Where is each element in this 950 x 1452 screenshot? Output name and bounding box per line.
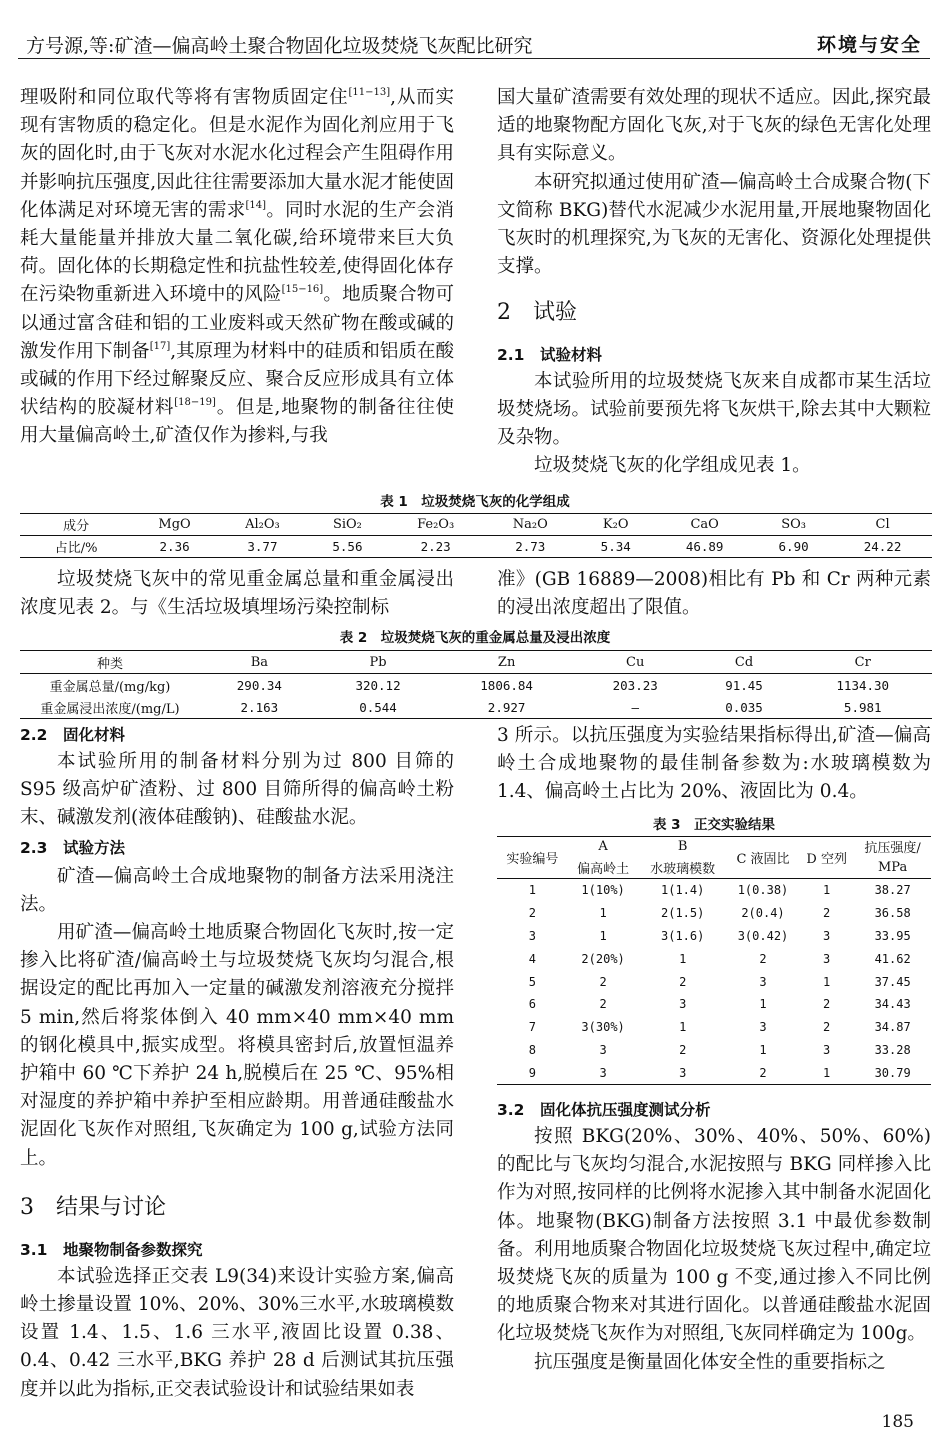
table-row	[497, 925, 931, 948]
table-row	[497, 970, 931, 993]
citation: [14]	[245, 199, 267, 211]
table-chemical-composition	[20, 513, 932, 558]
table-caption: 表 3 正交实验结果	[652, 817, 776, 833]
paragraph: 准》(GB 16889—2008)相比有 Pb 和 Cr 两种元素的浸出浓度超出了限值。	[497, 569, 931, 619]
table-row	[497, 1039, 931, 1062]
right-column-bottom	[497, 722, 931, 807]
table-cell: 2	[823, 997, 831, 1012]
table-cell: 34.87	[874, 1020, 911, 1035]
paragraph: 抗压强度是衡量固化体安全性的重要指标之	[534, 1351, 886, 1373]
table-row	[497, 1061, 931, 1084]
table-cell: 0.544	[319, 696, 438, 719]
table-cell: 5.56	[308, 536, 387, 558]
table-cell: 1(0.38)	[727, 879, 799, 902]
table-header-cell: 成分	[20, 514, 132, 536]
paragraph: 国大量矿渣需要有效处理的现状不适应。因此,探究最适的地聚物配方固化飞灰,对于飞灰的绿色无害化处理具有实际意义。	[497, 87, 931, 165]
table-header-cell: B	[638, 837, 726, 857]
table-cell: 1	[497, 879, 568, 902]
table-header-cell: Cd	[695, 651, 794, 674]
table-row	[497, 902, 931, 925]
table-header-cell: A	[568, 837, 639, 857]
paragraph: 3 所示。以抗压强度为实验结果指标得出,矿渣—偏高岭土合成地聚物的最佳制备参数为:水玻璃模数为 1.4、偏高岭土占比为 20%、液固比为 0.4。	[497, 725, 931, 803]
table-cell: 1	[679, 951, 687, 966]
table-cell: 1	[759, 997, 767, 1012]
subsection-heading: 3.1 地聚物制备参数探究	[20, 1240, 203, 1259]
paragraph: 本试验所用的制备材料分别为过 800 目筛的 S95 级高炉矿渣粉、过 800 目筛所得的偏高岭土粉末、碱激发剂(液体硅酸钠)、硅酸盐水泥。	[20, 751, 454, 829]
table-cell: 34.43	[874, 997, 911, 1012]
table-cell: 3	[528, 928, 536, 943]
section-heading: 3 结果与讨论	[20, 1194, 166, 1220]
table-cell: 3	[759, 1020, 767, 1035]
table-cell: 3	[823, 951, 831, 966]
table-cell: 2.73	[484, 536, 576, 558]
table-cell: 3	[568, 1061, 639, 1084]
table-cell: 5.34	[576, 536, 655, 558]
table-cell: 2	[823, 906, 831, 921]
table-cell: 3	[759, 974, 767, 989]
table-cell: 2	[599, 974, 607, 989]
journal-name: 环境与安全	[816, 34, 922, 56]
table-cell: 2	[528, 906, 536, 921]
table-row	[497, 947, 931, 970]
paragraph: 本试验所用的垃圾焚烧飞灰来自成都市某生活垃圾焚烧场。试验前要预先将飞灰烘干,除去其中大颗粒及杂物。	[497, 370, 931, 449]
table-cell: 2	[727, 1061, 799, 1084]
paragraph: 本研究拟通过使用矿渣—偏高岭土合成聚合物(下文简称 BKG)替代水泥减少水泥用量,开展地聚物固化飞灰时的机理探究,为飞灰的无害化、资源化处理提供支撑。	[497, 171, 931, 278]
table-cell: 46.89	[655, 536, 754, 558]
table-cell: 2(1.5)	[661, 906, 705, 921]
table-cell: 2	[823, 1020, 831, 1035]
table-header-cell: Cl	[833, 514, 932, 536]
table-cell: 290.34	[200, 674, 319, 697]
table-cell: 2(20%)	[581, 951, 625, 966]
table-cell: 2.163	[200, 696, 319, 719]
table-header-cell: MgO	[132, 514, 217, 536]
table-cell: 1(1.4)	[638, 879, 726, 902]
table-cell: 1	[759, 1042, 767, 1057]
table-cell: 5	[528, 974, 536, 989]
table-cell: 3	[823, 928, 831, 943]
table-cell: 8	[528, 1042, 536, 1057]
paragraph: 垃圾焚烧飞灰的化学组成见表 1。	[534, 455, 811, 477]
table-cell: 1	[599, 928, 607, 943]
table-cell: 2.927	[437, 696, 575, 719]
table-row	[497, 993, 931, 1016]
section-heading: 2 试验	[497, 300, 577, 326]
table-header-cell: CaO	[655, 514, 754, 536]
paragraph: 矿渣—偏高岭土合成地聚物的制备方法采用浇注法。	[20, 865, 454, 915]
table-cell: 3(30%)	[581, 1020, 625, 1035]
table-header-cell: 种类	[20, 651, 200, 674]
subsection-heading: 2.2 固化材料	[20, 726, 125, 744]
table-row	[497, 1016, 931, 1039]
paragraph: 理吸附和同位取代等将有害物质固定住[11−13],从而实现有害物质的稳定化。但是水泥作为固化剂应用于飞灰的固化时,由于飞灰对水泥水化过程会产生阻碍作用并影响抗压强度,因此往往需要添加大量水泥才能使固化体满足对环境无害的需求[14]。同时水泥的生产会消耗大量能量并排放大量二氧化碳,给环境带来巨大负荷。固化体的长期稳定性和抗盐性较差,使得固化体存在污染物重新进入环境中的风险[15−16]。地质聚合物可以通过富含硅和铝的工业废料或天然矿物在酸或碱的激发作用下制备[17],其原理为材料中的硅质和铝质在酸或碱的作用下经过解聚反应、聚合反应形成具有立体状结构的胶凝材料[18−19]。但是,地聚物的制备往往使用大量偏高岭土,矿渣仅作为掺料,与我	[20, 87, 454, 447]
table-header-cell: 偏高岭土	[577, 861, 630, 877]
right-column-top	[497, 84, 931, 480]
citation: [18−19]	[174, 397, 216, 409]
table-cell: 6	[528, 997, 536, 1012]
table-cell: 1	[823, 974, 831, 989]
table-cell: 2	[599, 997, 607, 1012]
table-cell: 2(0.4)	[741, 906, 785, 921]
subsection-heading: 2.3 试验方法	[20, 838, 125, 857]
table-cell: 203.23	[576, 674, 695, 697]
running-header	[18, 28, 930, 59]
table-header-cell: Fe₂O₃	[387, 514, 484, 536]
table-heavy-metals	[20, 650, 932, 719]
left-column-bottom	[20, 722, 454, 1404]
table-cell: 2.36	[132, 536, 217, 558]
table-cell: 3	[599, 1042, 607, 1057]
table-cell: 重金属浸出浓度/(mg/L)	[20, 696, 200, 719]
table-cell: 3	[679, 997, 687, 1012]
table-cell: 1806.84	[437, 674, 575, 697]
citation: [17]	[149, 340, 171, 352]
table-header-cell: Na₂O	[484, 514, 576, 536]
table-cell: 1	[679, 1020, 687, 1035]
table-cell: 5.981	[793, 696, 932, 719]
table-header-cell: Cu	[576, 651, 695, 674]
table-cell: 重金属总量/(mg/kg)	[20, 674, 200, 697]
table-cell: 2	[679, 974, 687, 989]
table-cell: 36.58	[874, 906, 911, 921]
table-cell: 3(1.6)	[661, 928, 705, 943]
table-cell: 37.45	[874, 974, 911, 989]
paragraph: 按照 BKG(20%、30%、40%、50%、60%)的配比与飞灰均匀混合,水泥按照与 BKG 同样掺入比作为对照,按同样的比例将水泥掺入其中制备水泥固化体。地聚物(BKG)制备方法按照 3.1 中最优参数制备。利用地质聚合物固化垃圾焚烧飞灰过程中,确定垃圾焚烧飞灰的质量为 100 g 不变,通过掺入不同比例的地质聚合物来对其进行固化。以普通硅酸盐水泥固化垃圾焚烧飞灰作为对照组,飞灰同样确定为 100g。	[497, 1126, 931, 1345]
table-header-cell: MPa	[878, 859, 908, 875]
paragraph: 本试验选择正交表 L9(34)来设计实验方案,偏高岭土掺量设置 10%、20%、30%三水平,水玻璃模数设置 1.4、1.5、1.6 三水平,液固比设置 0.38、0.4、0.42 三水平,BKG 养护 28 d 后测试其抗压强度并以此为指标,正交表试验设计和试验结果如表	[20, 1265, 454, 1400]
table-cell: 1(10%)	[568, 879, 639, 902]
table-cell: 2	[679, 1042, 687, 1057]
table-cell: 33.95	[874, 928, 911, 943]
table-header-cell: D 空列	[799, 837, 854, 879]
left-column-mid	[20, 566, 454, 622]
table-cell: 33.28	[874, 1042, 911, 1057]
table-cell: 3	[638, 1061, 726, 1084]
table-cell: 30.79	[854, 1061, 931, 1084]
table-cell: 7	[528, 1020, 536, 1035]
table-header-cell: Ba	[200, 651, 319, 674]
table-row	[497, 879, 931, 902]
table-cell: 3(0.42)	[737, 928, 789, 943]
table-cell: 2.23	[387, 536, 484, 558]
table-orthogonal-results	[497, 836, 931, 1085]
table-cell: 0.035	[695, 696, 794, 719]
table-cell: 4	[528, 951, 536, 966]
table-header-cell: K₂O	[576, 514, 655, 536]
table-header-cell: Cr	[793, 651, 932, 674]
table-header-cell: 水玻璃模数	[650, 861, 716, 877]
table-header-cell: Zn	[437, 651, 575, 674]
table-cell: 1	[799, 1061, 854, 1084]
table-header-cell: SO₃	[754, 514, 833, 536]
table-header-cell: 抗压强度/	[854, 837, 931, 857]
table-cell: 1	[599, 906, 607, 921]
table-cell: 3.77	[217, 536, 308, 558]
left-column-top	[20, 84, 454, 451]
table-header-cell: Pb	[319, 651, 438, 674]
page-number: 185	[881, 1412, 914, 1432]
table-cell: 1	[799, 879, 854, 902]
table-cell: 占比/%	[20, 536, 132, 558]
table-cell: 24.22	[833, 536, 932, 558]
subsection-heading: 2.1 试验材料	[497, 345, 602, 364]
right-column-mid	[497, 566, 931, 622]
table-cell: 91.45	[695, 674, 794, 697]
table-caption: 表 1 垃圾焚烧飞灰的化学组成	[380, 494, 570, 510]
table-cell: —	[576, 696, 695, 719]
table-cell: 3	[823, 1042, 831, 1057]
table-header-cell: SiO₂	[308, 514, 387, 536]
paragraph: 垃圾焚烧飞灰中的常见重金属总量和重金属浸出浓度见表 2。与《生活垃圾填埋场污染控制标	[20, 569, 454, 619]
right-column-bottom-2	[497, 1097, 931, 1377]
paragraph: 用矿渣—偏高岭土地质聚合物固化飞灰时,按一定掺入比将矿渣/偏高岭土与垃圾焚烧飞灰均匀混合,根据设定的配比再加入一定量的碱激发剂溶液充分搅拌 5 min,然后将浆体倒入 40 mm×40 mm×40 mm 的钢化模具中,振实成型。将模具密封后,放置恒温养护箱中 60 ℃下养护 24 h,脱模后在 25 ℃、95%相对湿度的养护箱中养护至相应龄期。用普通硅酸盐水泥固化飞灰作对照组,飞灰确定为 100 g,试验方法同上。	[20, 922, 454, 1169]
citation: [15−16]	[281, 284, 324, 296]
table-cell: 6.90	[754, 536, 833, 558]
table-cell: 41.62	[874, 951, 911, 966]
table-cell: 320.12	[319, 674, 438, 697]
citation: [11−13]	[348, 87, 391, 98]
header-title: 方号源,等:矿渣—偏高岭土聚合物固化垃圾焚烧飞灰配比研究	[26, 35, 533, 57]
table-cell: 9	[497, 1061, 568, 1084]
table-header-cell: 实验编号	[497, 837, 568, 879]
table-cell: 2	[759, 951, 767, 966]
table-cell: 1134.30	[793, 674, 932, 697]
table-header-cell: C 液固比	[727, 837, 799, 879]
subsection-heading: 3.2 固化体抗压强度测试分析	[497, 1101, 711, 1119]
table-header-cell: Al₂O₃	[217, 514, 308, 536]
table-caption: 表 2 垃圾焚烧飞灰的重金属总量及浸出浓度	[339, 630, 611, 646]
table-cell: 38.27	[854, 879, 931, 902]
